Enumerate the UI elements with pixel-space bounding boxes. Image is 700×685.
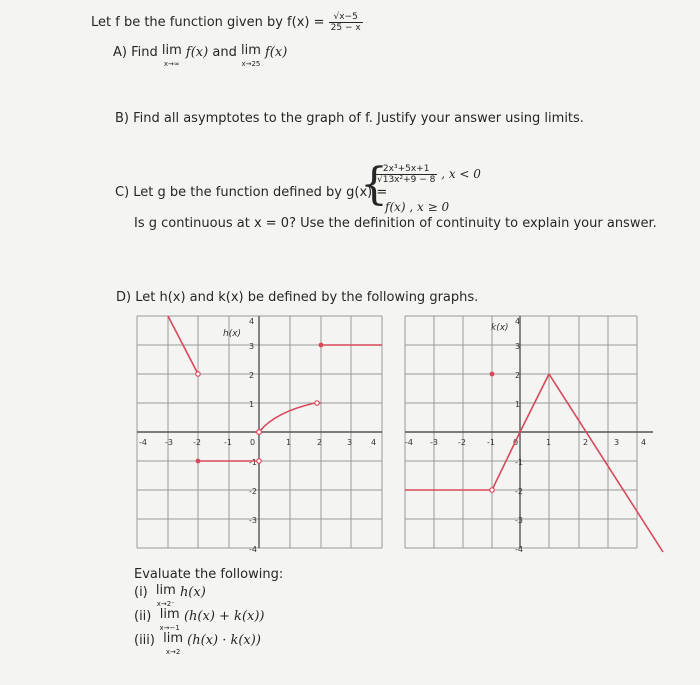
h-open-point (315, 401, 319, 405)
h-open-point (196, 372, 200, 376)
h-xtick: 4 (371, 438, 377, 447)
limit-1-expr: f(x) (185, 45, 209, 60)
case2-expression: f(x) (385, 200, 406, 214)
h-closed-point (196, 459, 201, 464)
h-xtick: 1 (286, 438, 292, 447)
h-xtick: 3 (347, 438, 353, 447)
part-a-label: A) (113, 45, 127, 60)
h-ytick: 3 (249, 342, 255, 351)
k-ytick: -2 (515, 487, 523, 496)
part-c-prefix: C) Let g be the function defined by g(x) = (115, 185, 388, 200)
lim-word: lim (163, 631, 184, 646)
graph-h (135, 312, 385, 552)
h-ytick: 4 (249, 317, 255, 326)
item-expression: h(x) (179, 585, 206, 600)
k-ytick: 1 (515, 400, 521, 409)
lim-word: lim (159, 607, 180, 622)
h-ytick: -4 (249, 545, 257, 552)
k-ytick: -4 (515, 545, 523, 554)
intro-text: Let f be the function given by f(x) = (91, 15, 325, 30)
k-xtick: 1 (546, 438, 552, 447)
item-number: (ii) (134, 609, 152, 624)
k-open-point (490, 488, 494, 492)
k-ytick: 4 (515, 317, 521, 326)
graph-h-y-ticks (249, 317, 257, 552)
limit-1 (162, 45, 182, 70)
h-xtick: 0 (250, 438, 256, 447)
limit-2-sub: x→25 (241, 60, 261, 68)
h-closed-point (319, 343, 324, 348)
h-xtick: 2 (317, 438, 323, 447)
evaluate-heading: Evaluate the following: (134, 567, 284, 582)
h-ytick: -2 (249, 487, 257, 496)
limit-1-sub: x→∞ (163, 60, 180, 68)
part-c-question: Is g continuous at x = 0? Use the definition of continuity to explain your answer. (134, 216, 657, 231)
k-ytick: -1 (515, 458, 523, 467)
item-number: (iii) (134, 633, 155, 648)
k-xtick: -3 (430, 438, 438, 447)
f-fraction (329, 12, 363, 33)
item-limit (163, 633, 183, 658)
part-a-and: and (212, 45, 237, 60)
case1-denominator: √13x²+9 − 8 (377, 175, 436, 185)
limit-1-word: lim (161, 43, 182, 58)
h-ytick: 2 (249, 371, 255, 380)
lim-sub: x→2⁻ (156, 600, 175, 608)
part-a (113, 45, 287, 70)
item-number: (i) (134, 585, 148, 600)
k-xtick: 3 (614, 438, 620, 447)
case1-fraction (375, 164, 437, 185)
graph-h-x-ticks (139, 438, 376, 447)
h-ytick: -1 (249, 458, 257, 467)
limit-2-expr: f(x) (265, 45, 288, 60)
lim-sub: x→2 (165, 648, 181, 656)
k-closed-point (490, 372, 495, 377)
graph-k-axes (405, 316, 653, 548)
h-ytick: 1 (249, 400, 255, 409)
k-ytick: 2 (515, 371, 521, 380)
part-a-find: Find (131, 45, 158, 60)
lim-word: lim (155, 583, 176, 598)
k-xtick: -4 (405, 438, 413, 447)
limit-2-word: lim (240, 43, 261, 58)
k-ytick: 3 (515, 342, 521, 351)
graph-k-curves (405, 374, 663, 552)
item-expression: (h(x) · k(x)) (187, 633, 261, 648)
k-xtick: 2 (583, 438, 589, 447)
h-xtick: -3 (165, 438, 173, 447)
h-closed-point (257, 430, 262, 435)
item-expression: (h(x) + k(x)) (183, 609, 265, 624)
problem-intro (91, 12, 363, 33)
case1-condition: , x < 0 (441, 167, 481, 181)
h-xtick: -4 (139, 438, 147, 447)
k-segment-down (549, 374, 663, 552)
piecewise-case-1 (375, 164, 481, 185)
k-xtick: -1 (487, 438, 495, 447)
part-b: B) Find all asymptotes to the graph of f. Justify your answer using limits. (115, 111, 584, 126)
part-d: D) Let h(x) and k(x) be defined by the following graphs. (116, 290, 479, 305)
piecewise-brace: { (360, 159, 388, 210)
graph-k (403, 312, 678, 562)
k-xtick: 0 (513, 438, 519, 447)
h-open-point (257, 459, 261, 463)
graph-k-x-ticks (405, 438, 646, 447)
h-xtick: -1 (224, 438, 232, 447)
k-xtick: -2 (458, 438, 466, 447)
graph-h-label: h(x) (223, 329, 242, 339)
k-ytick: -3 (515, 516, 523, 525)
evaluate-item (134, 633, 261, 658)
limit-2 (241, 45, 261, 70)
lim-sub: x→−1 (159, 624, 180, 632)
case2-condition: , x ≥ 0 (409, 200, 450, 214)
piecewise-case-2 (385, 200, 449, 214)
h-xtick: -2 (193, 438, 201, 447)
case1-numerator: 2x³+5x+1 (375, 164, 437, 175)
f-denominator: 25 − x (330, 23, 361, 33)
evaluate-item (134, 609, 265, 634)
f-numerator: √x−5 (329, 12, 363, 23)
k-xtick: 4 (641, 438, 647, 447)
graph-k-label: k(x) (491, 323, 509, 333)
h-ytick: -3 (249, 516, 257, 525)
